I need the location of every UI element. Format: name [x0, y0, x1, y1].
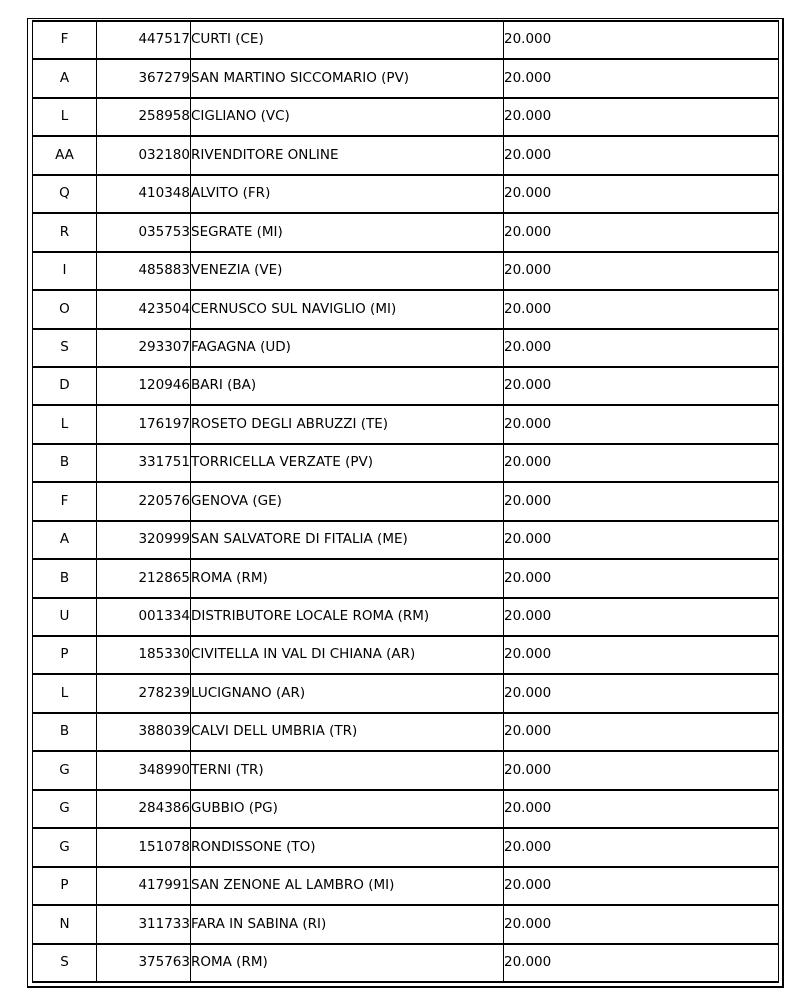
table-row — [33, 636, 779, 674]
cell-ticket-number: 293307 — [97, 329, 191, 367]
cell-location: DISTRIBUTORE LOCALE ROMA (RM) — [191, 598, 504, 636]
cell-series-letter: G — [33, 828, 97, 866]
cell-ticket-number: 032180 — [97, 136, 191, 174]
table-row — [33, 136, 779, 174]
cell-ticket-number: 035753 — [97, 213, 191, 251]
cell-series-letter: G — [33, 751, 97, 789]
cell-prize-amount: 20.000 — [504, 175, 779, 213]
cell-location: RIVENDITORE ONLINE — [191, 136, 504, 174]
cell-prize-amount: 20.000 — [504, 751, 779, 789]
cell-series-letter: I — [33, 252, 97, 290]
cell-series-letter: A — [33, 59, 97, 97]
cell-location: ROMA (RM) — [191, 944, 504, 983]
cell-location: SAN SALVATORE DI FITALIA (ME) — [191, 521, 504, 559]
cell-location: GUBBIO (PG) — [191, 790, 504, 828]
table-row — [33, 713, 779, 751]
table-row — [33, 213, 779, 251]
table-row — [33, 444, 779, 482]
table-row — [33, 21, 779, 59]
cell-prize-amount: 20.000 — [504, 98, 779, 136]
prize-table-body — [33, 21, 779, 982]
cell-prize-amount: 20.000 — [504, 329, 779, 367]
cell-prize-amount: 20.000 — [504, 482, 779, 520]
table-row — [33, 944, 779, 983]
table-row — [33, 905, 779, 943]
cell-location: LUCIGNANO (AR) — [191, 674, 504, 712]
table-row — [33, 790, 779, 828]
cell-prize-amount: 20.000 — [504, 559, 779, 597]
cell-prize-amount: 20.000 — [504, 944, 779, 983]
table-row — [33, 598, 779, 636]
table-row — [33, 559, 779, 597]
cell-series-letter: A — [33, 521, 97, 559]
cell-location: SAN MARTINO SICCOMARIO (PV) — [191, 59, 504, 97]
cell-prize-amount: 20.000 — [504, 367, 779, 405]
cell-series-letter: B — [33, 559, 97, 597]
cell-ticket-number: 388039 — [97, 713, 191, 751]
table-row — [33, 482, 779, 520]
cell-ticket-number: 311733 — [97, 905, 191, 943]
cell-prize-amount: 20.000 — [504, 405, 779, 443]
cell-location: ROMA (RM) — [191, 559, 504, 597]
cell-location: BARI (BA) — [191, 367, 504, 405]
table-row — [33, 867, 779, 905]
cell-prize-amount: 20.000 — [504, 867, 779, 905]
cell-location: CIVITELLA IN VAL DI CHIANA (AR) — [191, 636, 504, 674]
cell-ticket-number: 001334 — [97, 598, 191, 636]
cell-ticket-number: 120946 — [97, 367, 191, 405]
cell-prize-amount: 20.000 — [504, 598, 779, 636]
cell-ticket-number: 176197 — [97, 405, 191, 443]
cell-series-letter: L — [33, 98, 97, 136]
cell-ticket-number: 212865 — [97, 559, 191, 597]
cell-ticket-number: 320999 — [97, 521, 191, 559]
cell-ticket-number: 423504 — [97, 290, 191, 328]
cell-prize-amount: 20.000 — [504, 252, 779, 290]
table-row — [33, 828, 779, 866]
cell-series-letter: R — [33, 213, 97, 251]
cell-location: CURTI (CE) — [191, 21, 504, 59]
cell-series-letter: N — [33, 905, 97, 943]
cell-ticket-number: 447517 — [97, 21, 191, 59]
cell-series-letter: S — [33, 329, 97, 367]
cell-ticket-number: 331751 — [97, 444, 191, 482]
cell-prize-amount: 20.000 — [504, 713, 779, 751]
cell-location: VENEZIA (VE) — [191, 252, 504, 290]
cell-prize-amount: 20.000 — [504, 21, 779, 59]
table-row — [33, 59, 779, 97]
table-row — [33, 751, 779, 789]
cell-ticket-number: 410348 — [97, 175, 191, 213]
cell-location: ALVITO (FR) — [191, 175, 504, 213]
cell-ticket-number: 220576 — [97, 482, 191, 520]
cell-location: SEGRATE (MI) — [191, 213, 504, 251]
cell-prize-amount: 20.000 — [504, 790, 779, 828]
cell-prize-amount: 20.000 — [504, 59, 779, 97]
table-row — [33, 98, 779, 136]
cell-location: FAGAGNA (UD) — [191, 329, 504, 367]
cell-location: GENOVA (GE) — [191, 482, 504, 520]
cell-ticket-number: 258958 — [97, 98, 191, 136]
cell-ticket-number: 151078 — [97, 828, 191, 866]
cell-series-letter: F — [33, 21, 97, 59]
cell-series-letter: D — [33, 367, 97, 405]
cell-series-letter: L — [33, 405, 97, 443]
cell-prize-amount: 20.000 — [504, 213, 779, 251]
cell-location: FARA IN SABINA (RI) — [191, 905, 504, 943]
table-row — [33, 367, 779, 405]
cell-ticket-number: 284386 — [97, 790, 191, 828]
cell-series-letter: U — [33, 598, 97, 636]
cell-location: CERNUSCO SUL NAVIGLIO (MI) — [191, 290, 504, 328]
cell-series-letter: B — [33, 444, 97, 482]
cell-series-letter: F — [33, 482, 97, 520]
table-row — [33, 405, 779, 443]
cell-ticket-number: 485883 — [97, 252, 191, 290]
cell-prize-amount: 20.000 — [504, 636, 779, 674]
cell-prize-amount: 20.000 — [504, 521, 779, 559]
cell-location: CIGLIANO (VC) — [191, 98, 504, 136]
cell-series-letter: P — [33, 636, 97, 674]
cell-series-letter: B — [33, 713, 97, 751]
cell-prize-amount: 20.000 — [504, 290, 779, 328]
cell-ticket-number: 278239 — [97, 674, 191, 712]
cell-prize-amount: 20.000 — [504, 905, 779, 943]
cell-series-letter: L — [33, 674, 97, 712]
table-row — [33, 521, 779, 559]
cell-ticket-number: 417991 — [97, 867, 191, 905]
cell-series-letter: S — [33, 944, 97, 983]
cell-location: ROSETO DEGLI ABRUZZI (TE) — [191, 405, 504, 443]
cell-ticket-number: 367279 — [97, 59, 191, 97]
table-row — [33, 252, 779, 290]
cell-ticket-number: 348990 — [97, 751, 191, 789]
cell-prize-amount: 20.000 — [504, 674, 779, 712]
cell-location: TORRICELLA VERZATE (PV) — [191, 444, 504, 482]
cell-ticket-number: 375763 — [97, 944, 191, 983]
cell-location: SAN ZENONE AL LAMBRO (MI) — [191, 867, 504, 905]
cell-series-letter: AA — [33, 136, 97, 174]
prize-table — [32, 20, 779, 983]
cell-location: RONDISSONE (TO) — [191, 828, 504, 866]
prize-table-frame — [27, 18, 784, 988]
cell-series-letter: Q — [33, 175, 97, 213]
table-row — [33, 329, 779, 367]
table-row — [33, 290, 779, 328]
cell-prize-amount: 20.000 — [504, 828, 779, 866]
cell-location: TERNI (TR) — [191, 751, 504, 789]
cell-location: CALVI DELL UMBRIA (TR) — [191, 713, 504, 751]
cell-series-letter: G — [33, 790, 97, 828]
cell-prize-amount: 20.000 — [504, 444, 779, 482]
cell-series-letter: O — [33, 290, 97, 328]
table-row — [33, 175, 779, 213]
cell-series-letter: P — [33, 867, 97, 905]
table-row — [33, 674, 779, 712]
cell-ticket-number: 185330 — [97, 636, 191, 674]
cell-prize-amount: 20.000 — [504, 136, 779, 174]
